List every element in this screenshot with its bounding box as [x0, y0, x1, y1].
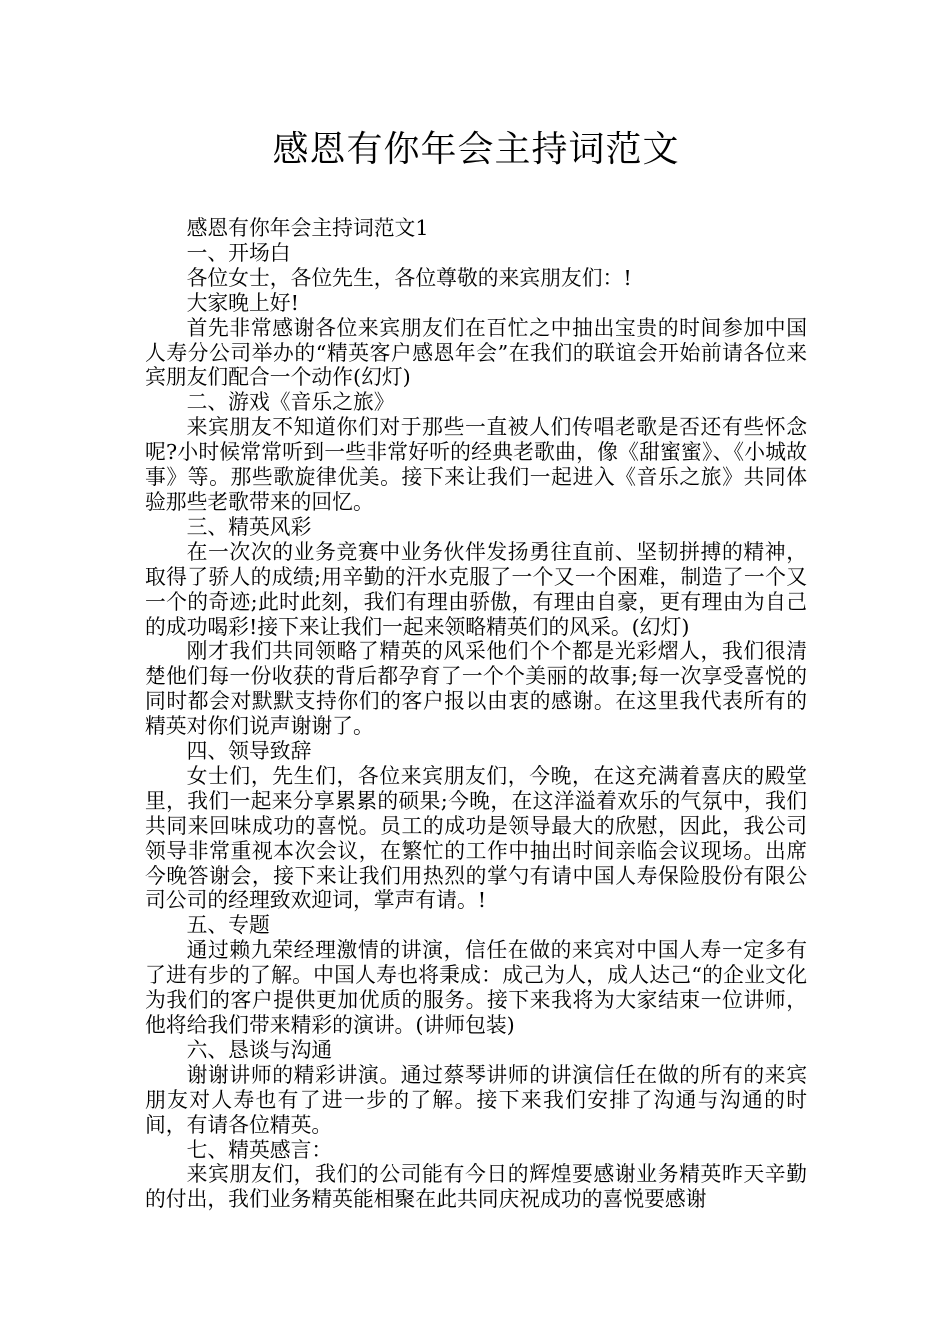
section-heading-topic: 五、专题: [186, 913, 270, 938]
section-heading-game: 二、游戏《音乐之旅》: [186, 390, 395, 415]
paragraph: 各位女士，各位先生，各位尊敬的来宾朋友们：!: [186, 265, 632, 290]
section-heading-testimonial: 七、精英感言：: [186, 1137, 333, 1162]
section-heading-opening: 一、开场白: [186, 240, 291, 265]
section-heading-talk: 六、恳谈与沟通: [186, 1037, 333, 1062]
document-title: 感恩有你年会主持词范文: [272, 129, 680, 170]
paragraph: 大家晚上好!: [186, 290, 299, 315]
paragraph: 首先非常感谢各位来宾朋友们在百忙之中抽出宝贵的时间参加中国人寿分公司举办的“精英客户感恩年会”在我们的联谊会开始前请各位来宾朋友们配合一个动作(幻灯): [145, 315, 807, 390]
paragraph-heading-1: 感恩有你年会主持词范文1: [186, 216, 429, 240]
paragraph: 通过赖九荣经理激情的讲演，信任在做的来宾对中国人寿一定多有了进有步的了解。中国人寿也将秉成：成己为人，成人达己“的企业文化为我们的客户提供更加优质的服务。接下来我将为大家结束一位讲师，他将给我们带来精彩的演讲。(讲师包装): [145, 938, 807, 1037]
paragraph: 来宾朋友不知道你们对于那些一直被人们传唱老歌是否还有些怀念呢?小时候常常听到一些非常好听的经典老歌曲，像《甜蜜蜜》、《小城故事》等。那些歌旋律优美。接下来让我们一起进入《音乐之旅》共同体验那些老歌带来的回忆。: [145, 415, 807, 514]
section-heading-elite: 三、精英风彩: [186, 514, 312, 539]
paragraph: 来宾朋友们，我们的公司能有今日的辉煌要感谢业务精英昨天辛勤的付出，我们业务精英能相聚在此共同庆祝成功的喜悦要感谢: [145, 1162, 807, 1212]
paragraph: 谢谢讲师的精彩讲演。通过蔡琴讲师的讲演信任在做的所有的来宾朋友对人寿也有了进一步的了解。接下来我们安排了沟通与沟通的时间，有请各位精英。: [145, 1062, 807, 1137]
section-heading-leader-speech: 四、领导致辞: [186, 739, 312, 764]
document-body: [145, 216, 807, 1212]
paragraph: 刚才我们共同领略了精英的风采他们个个都是光彩熠人，我们很清楚他们每一份收获的背后都孕育了一个个美丽的故事;每一次享受喜悦的同时都会对默默支持你们的客户报以由衷的感谢。在这里我代表所有的精英对你们说声谢谢了。: [145, 639, 807, 739]
paragraph: 女士们，先生们，各位来宾朋友们，今晚，在这充满着喜庆的殿堂里，我们一起来分享累累的硕果;今晚，在这洋溢着欢乐的气氛中，我们共同来回味成功的喜悦。员工的成功是领导最大的欣慰，因此，我公司领导非常重视本次会议，在繁忙的工作中抽出时间亲临会议现场。出席今晚答谢会，接下来让我们用热烈的掌勺有请中国人寿保险股份有限公司公司的经理致欢迎词，掌声有请。!: [145, 763, 807, 913]
paragraph: 在一次次的业务竞赛中业务伙伴发扬勇往直前、坚韧拼搏的精神，取得了骄人的成绩;用辛勤的汗水克服了一个又一个困难，制造了一个又一个的奇迹;此时此刻，我们有理由骄傲，有理由自豪，更有理由为自己的成功喝彩!接下来让我们一起来领略精英们的风采。(幻灯): [145, 539, 807, 639]
document-page: [145, 120, 807, 1212]
